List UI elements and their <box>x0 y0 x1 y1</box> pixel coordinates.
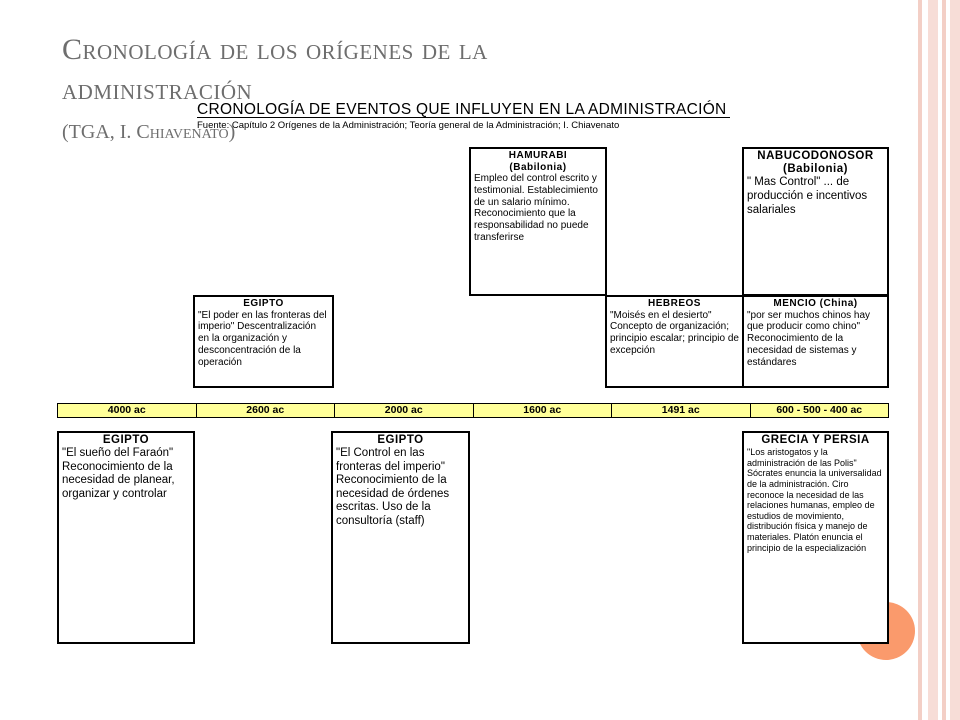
timeline-date: 2600 ac <box>196 404 335 417</box>
event-heading: HAMURABI <box>508 150 568 161</box>
event-text: "por ser muchos chinos hay que producir como chino" Reconocimiento de la necesidad de sistemas y estándares <box>747 309 871 368</box>
event-text: " Mas Control" ... de producción e incentivos salariales <box>747 176 868 216</box>
timeline-date: 4000 ac <box>107 404 146 416</box>
event-text: "El poder en las fronteras del imperio" Descentralización en la organización y desconcentración de la operación <box>198 309 327 368</box>
event-subheading: (Babilonia) <box>509 161 567 173</box>
chart-title: CRONOLOGÍA DE EVENTOS QUE INFLUYEN EN LA ADMINISTRACIÓN <box>197 101 727 118</box>
decor-stripe <box>928 0 938 720</box>
chart-title-underline <box>197 117 730 118</box>
decor-stripe <box>950 0 960 720</box>
event-box-egipto-2000 <box>331 431 470 644</box>
timeline-date: 1600 ac <box>473 404 612 417</box>
event-box-hamurabi <box>469 147 607 296</box>
event-heading: NABUCODONOSOR <box>757 150 874 162</box>
decor-stripe <box>942 0 946 720</box>
event-heading: GRECIA Y PERSIA <box>761 434 870 446</box>
decor-stripe <box>918 0 922 720</box>
event-text: "Moisés en el desierto" Concepto de organización; principio escalar; principio de excepción <box>610 309 739 356</box>
event-heading: EGIPTO <box>243 298 284 309</box>
event-box-egipto-4000 <box>57 431 195 644</box>
event-text: "El Control en las fronteras del imperio" Reconocimiento de la necesidad de órdenes escritas. Uso de la consultoría (staff) <box>336 447 450 528</box>
slide-subtitle: (TGA, I. Chiavenato) <box>62 121 236 143</box>
event-box-grecia-persia <box>742 431 889 644</box>
timeline-date: 2000 ac <box>334 404 473 417</box>
timeline-date: 600 - 500 - 400 ac <box>750 404 889 417</box>
timeline-date: 1491 ac <box>611 404 750 417</box>
event-box-mencio <box>742 295 889 388</box>
event-box-hebreos <box>605 295 744 388</box>
event-text: Empleo del control escrito y testimonial. Establecimiento de un salario mínimo. Reconocimiento que la responsabilidad no puede transferirse <box>474 173 598 243</box>
slide-title-line2: administración <box>62 73 253 106</box>
event-box-nabucodonosor <box>742 147 889 296</box>
chart-source: Fuente: Capítulo 2 Orígenes de la Administración; Teoría general de la Administración; I. Chiavenato <box>197 120 620 131</box>
event-heading: HEBREOS <box>648 298 701 309</box>
timeline-bar <box>57 403 889 418</box>
slide-title-line1: Cronología de los orígenes de la <box>62 33 488 66</box>
event-heading: EGIPTO <box>102 434 150 446</box>
event-text: "El sueño del Faraón" Reconocimiento de la necesidad de planear, organizar y controlar <box>62 447 175 500</box>
event-box-egipto-2600 <box>193 295 334 388</box>
event-heading: EGIPTO <box>377 434 424 446</box>
event-heading: MENCIO (China) <box>773 298 858 309</box>
event-text: "Los aristogatos y la administración de las Polis" Sócrates enuncia la universalidad de la administración. Ciro reconoce la necesidad de las relaciones humanas, empleo de estudios de movimiento, distribución física y manejo de materiales. Platón enuncia el principio de la especialización <box>747 447 882 553</box>
event-subheading: (Babilonia) <box>783 163 848 176</box>
